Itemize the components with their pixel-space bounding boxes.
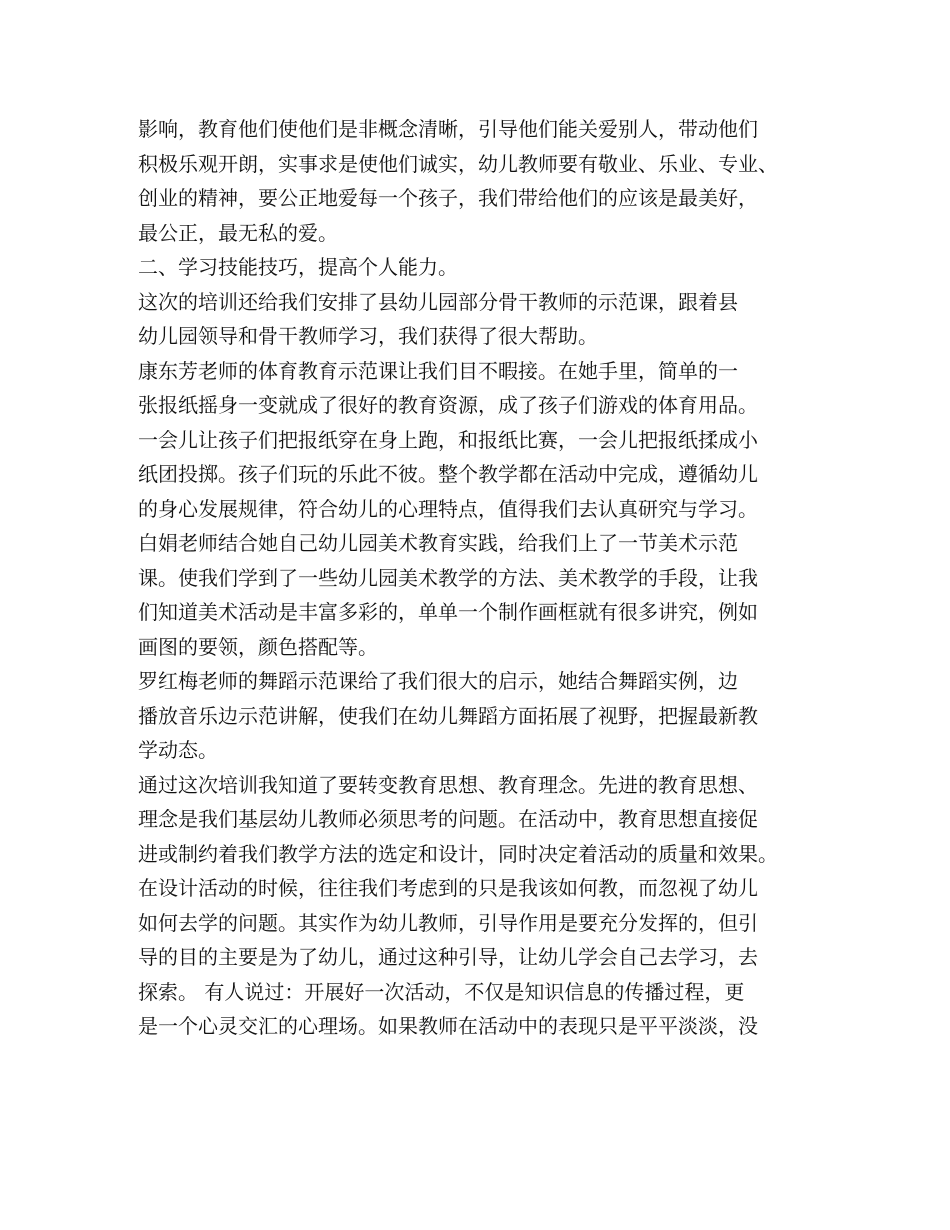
- text-line: 的身心发展规律，符合幼儿的心理特点，值得我们去认真研究与学习。: [138, 496, 758, 521]
- text-line: 在设计活动的时候，往往我们考虑到的只是我该如何教，而忽视了幼儿: [138, 876, 758, 900]
- text-line: 纸团投掷。孩子们玩的乐此不彼。整个教学都在活动中完成，遵循幼儿: [138, 462, 758, 486]
- text-line: 白娟老师结合她自己幼儿园美术教育实践，给我们上了一节美术示范: [138, 531, 738, 555]
- text-line: 最公正，最无私的爱。: [138, 220, 338, 245]
- text-line: 们知道美术活动是丰富多彩的，单单一个制作画框就有很多讲究，例如: [138, 600, 758, 624]
- text-line: 学动态。: [138, 738, 218, 762]
- text-line: 理念是我们基层幼儿教师必须思考的问题。在活动中，教育思想直接促: [138, 807, 758, 831]
- text-line: 积极乐观开朗，实事求是使他们诚实，幼儿教师要有敬业、乐业、专业、: [138, 151, 778, 176]
- text-line: 画图的要领，颜色搭配等。: [138, 634, 378, 659]
- text-line: 是一个心灵交汇的心理场。如果教师在活动中的表现只是平平淡淡，没: [138, 1014, 758, 1038]
- text-line: 播放音乐边示范讲解，使我们在幼儿舞蹈方面拓展了视野，把握最新教: [138, 703, 758, 728]
- text-line: 导的目的主要是为了幼儿，通过这种引导，让幼儿学会自己去学习，去: [138, 945, 758, 969]
- text-line: 进或制约着我们教学方法的选定和设计，同时决定着活动的质量和效果。: [138, 841, 778, 866]
- text-line: 通过这次培训我知道了要转变教育思想、教育理念。先进的教育思想、: [138, 772, 758, 797]
- text-line: 如何去学的问题。其实作为幼儿教师，引导作用是要充分发挥的，但引: [138, 910, 758, 935]
- text-line: 影响，教育他们使他们是非概念清晰，引导他们能关爱别人，带动他们: [138, 117, 758, 141]
- text-line: 罗红梅老师的舞蹈示范课给了我们很大的启示，她结合舞蹈实例，边: [138, 669, 738, 693]
- text-line: 这次的培训还给我们安排了县幼儿园部分骨干教师的示范课，跟着县: [138, 289, 738, 314]
- text-line: 幼儿园领导和骨干教师学习，我们获得了很大帮助。: [138, 324, 598, 348]
- section-heading: 二、学习技能技巧，提高个人能力。: [138, 255, 458, 279]
- text-line: 一会儿让孩子们把报纸穿在身上跑，和报纸比赛，一会儿把报纸揉成小: [138, 427, 758, 452]
- document-body: [138, 112, 828, 1044]
- text-line: 张报纸摇身一变就成了很好的教育资源，成了孩子们游戏的体育用品。: [138, 393, 758, 417]
- text-line: 创业的精神，要公正地爱每一个孩子，我们带给他们的应该是最美好，: [138, 186, 758, 210]
- text-line: 课。使我们学到了一些幼儿园美术教学的方法、美术教学的手段，让我: [138, 565, 758, 590]
- text-line: 探索。 有人说过：开展好一次活动，不仅是知识信息的传播过程，更: [138, 979, 745, 1004]
- text-line: 康东芳老师的体育教育示范课让我们目不暇接。在她手里，简单的一: [138, 358, 738, 383]
